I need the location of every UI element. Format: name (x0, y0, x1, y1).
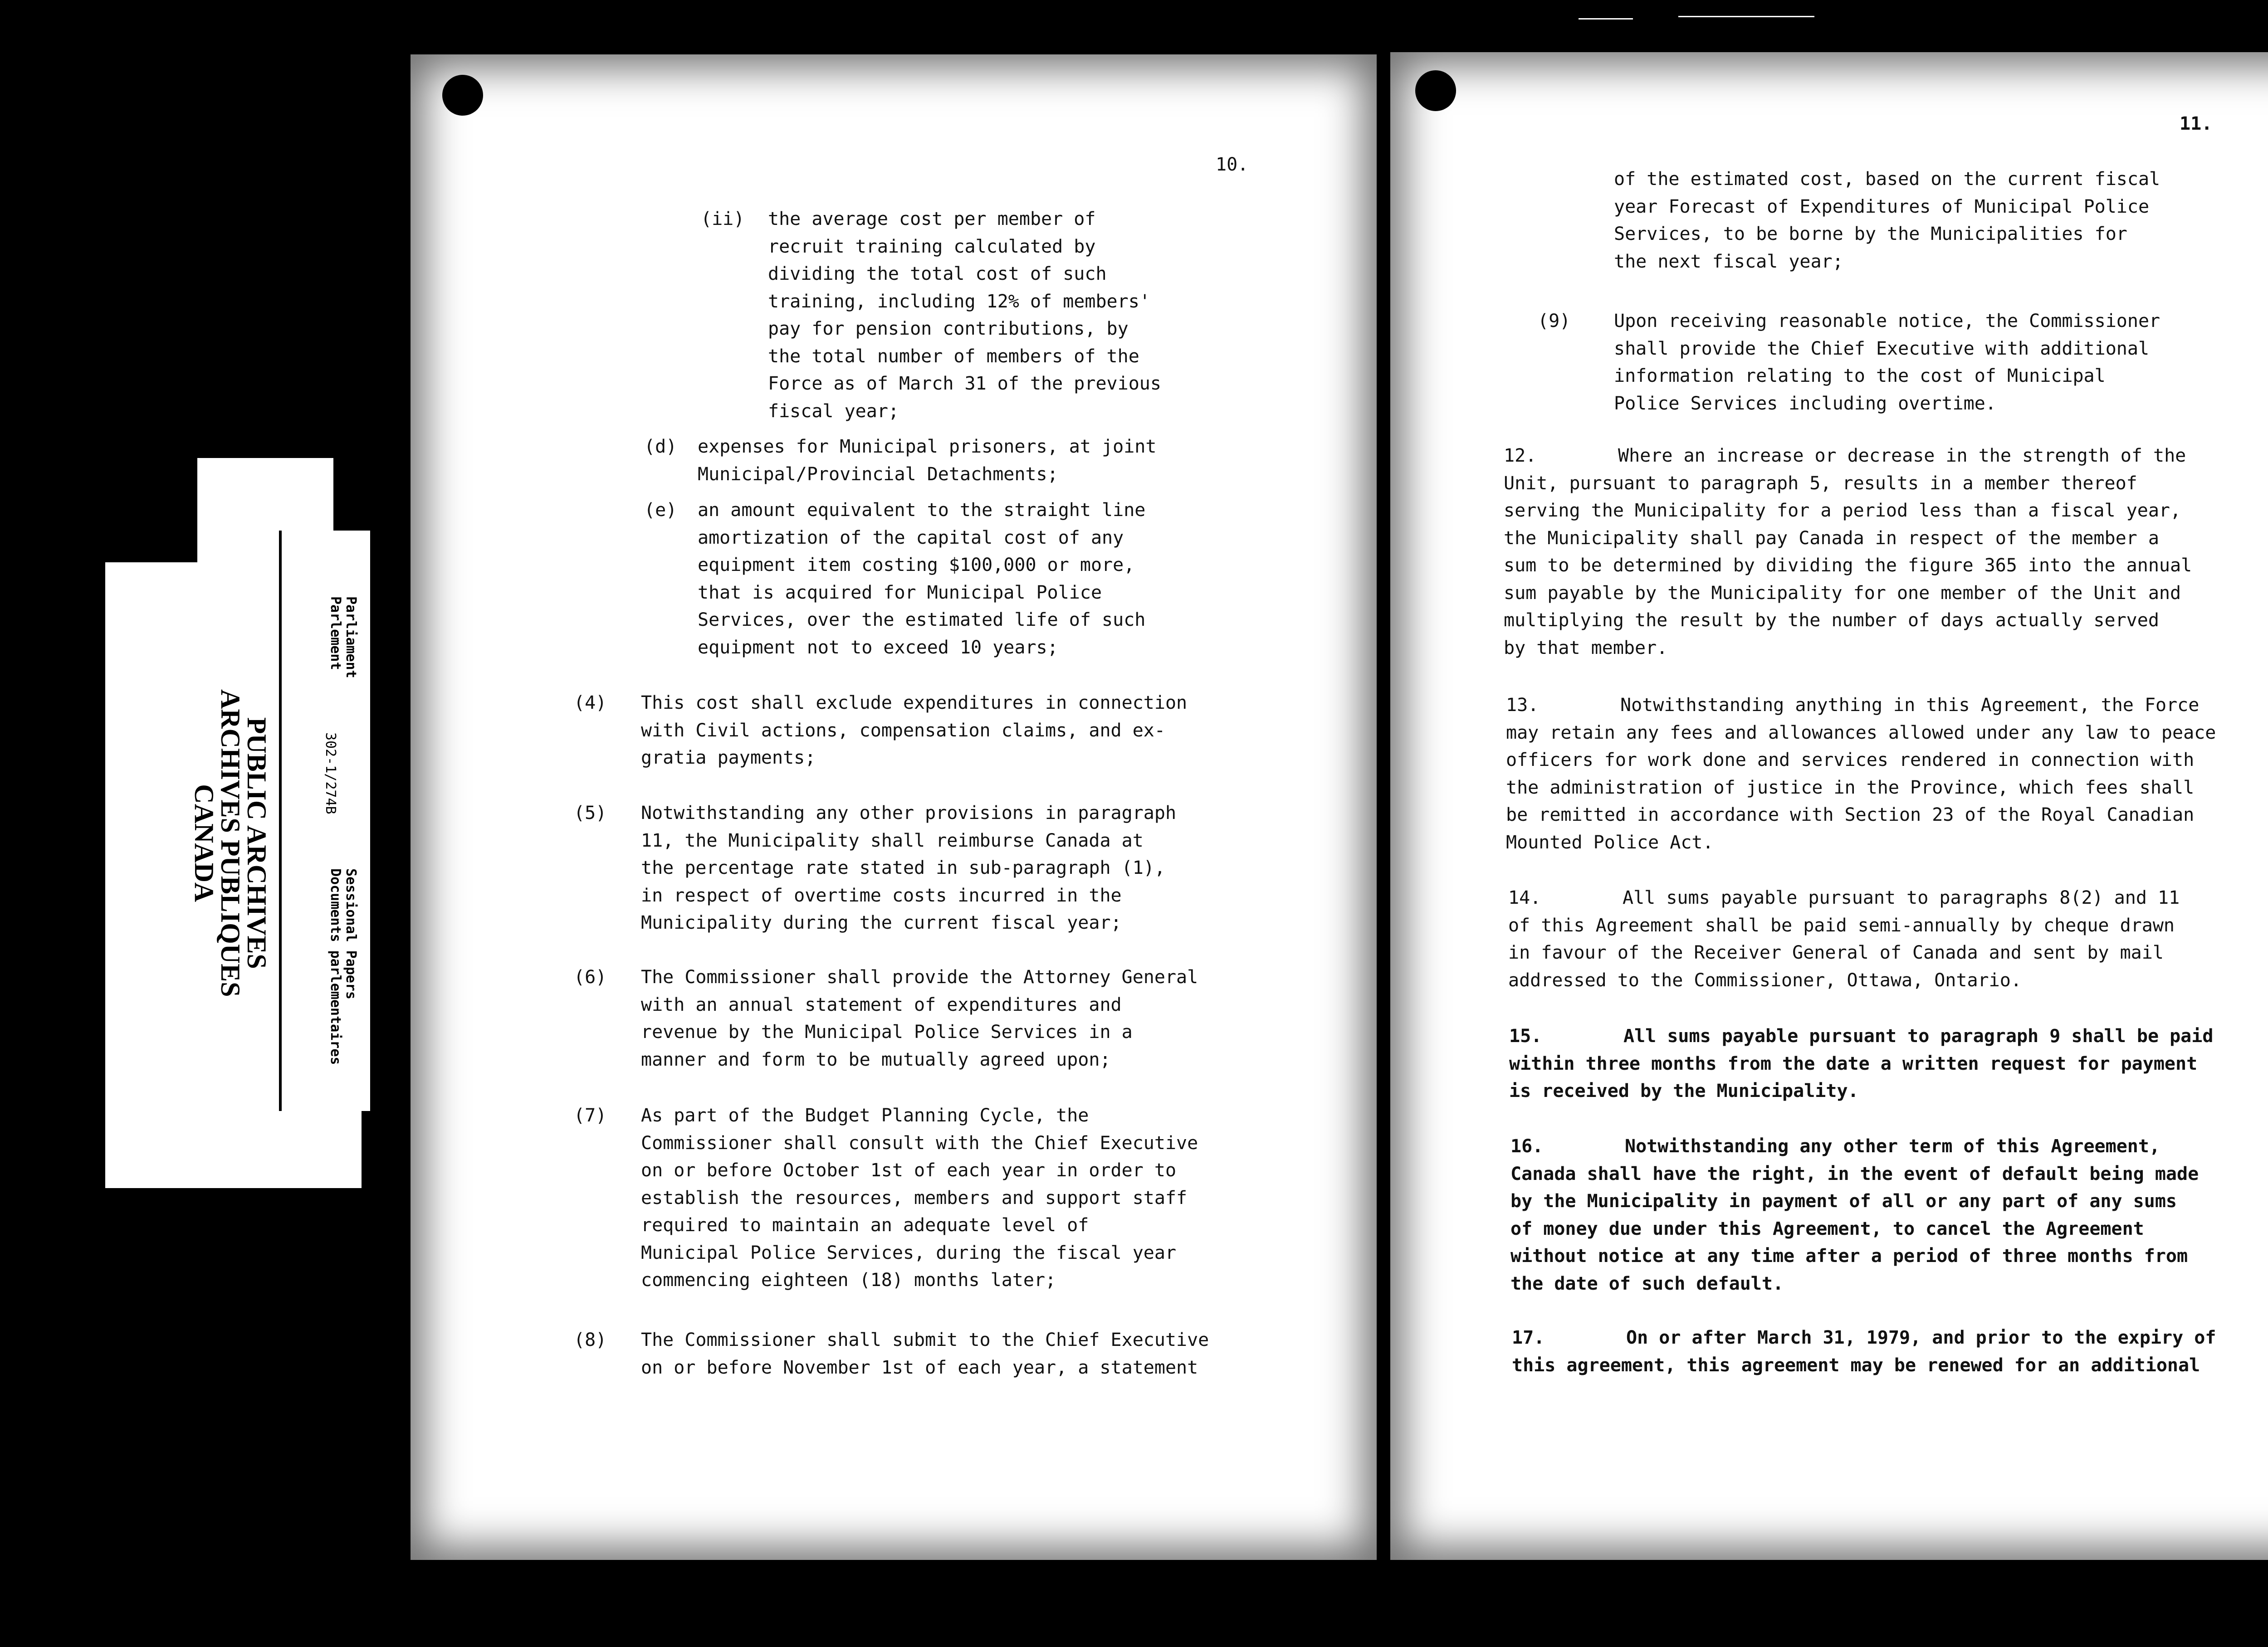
item-text: As part of the Budget Planning Cycle, the Commissioner shall consult with the Chief Executive on or before October 1st of each year in order to establish the resources, members and support staff required to maintain an adequate level of Municipal Police Services, during the fiscal year commencing eighteen (18) months later; (641, 1105, 1198, 1291)
item-marker: (8) (574, 1330, 607, 1350)
paragraph-number: 14. (1508, 887, 1541, 908)
item-marker: (ii) (701, 209, 745, 229)
item-text: The Commissioner shall provide the Attorney General with an annual statement of expenditures and revenue by the Municipal Police Services in a manner and form to be mutually agreed upon; (641, 967, 1198, 1070)
item-marker: (4) (574, 692, 607, 713)
archives-line: ARCHIVES PUBLIQUES (215, 689, 245, 997)
right-page (1390, 52, 2268, 1560)
item-marker: (6) (574, 967, 607, 988)
paragraph-number: 17. (1512, 1327, 1545, 1348)
item-marker: (7) (574, 1105, 607, 1126)
item-marker: (5) (574, 803, 607, 824)
archives-stamp (191, 689, 270, 997)
paragraph-number: 15. (1509, 1026, 1542, 1047)
paragraph-text: Notwithstanding anything in this Agreement, the Force may retain any fees and allowances allowed under any law to peace officers for work done and services rendered in connection with the administration of justice in the Province, which fees shall be remitted in accordance with Section 23 of the Royal Canadian Mounted Police Act. (1506, 695, 2216, 853)
paragraph-text: All sums payable pursuant to paragraphs 8(2) and 11 of this Agreement shall be paid semi-annually by cheque drawn in favour of the Receiver General of Canada and sent by mail addressed to the Commissioner, Ottawa, Ontario. (1508, 887, 2180, 991)
item-marker: (e) (644, 500, 677, 521)
left-page (411, 54, 1377, 1560)
item-text: expenses for Municipal prisoners, at joint Municipal/Provincial Detachments; (698, 436, 1157, 485)
item-text: Upon receiving reasonable notice, the Commissioner shall provide the Chief Executive with additional information relating to the cost of Municipal Police Services including overtime. (1614, 311, 2160, 414)
continuation-text: of the estimated cost, based on the current fiscal year Forecast of Expenditures of Municipal Police Services, to be borne by the Municipalities for the next fiscal year; (1614, 169, 2160, 272)
item-text: an amount equivalent to the straight line amortization of the capital cost of any equipment item costing $100,000 or more, that is acquired for Municipal Police Services, over the estimated life of such equipment not to exceed 10 years; (698, 500, 1146, 658)
paragraph-number: 13. (1506, 695, 1539, 716)
page-number: 10. (1216, 154, 1249, 175)
paragraph-text: Where an increase or decrease in the strength of the Unit, pursuant to paragraph 5, results in a member thereof serving the Municipality for a period less than a fiscal year, the Municipality shall pay Canada in respect of the member a sum to be determined by dividing the figure 365 into the annual sum payable by the Municipality for one member of the Unit and multiplying the result by the number of days actually served by that member. (1504, 445, 2192, 658)
paragraph-text: All sums payable pursuant to paragraph 9 shall be paid within three months from the date a written request for payment is received by the Municipality. (1509, 1026, 2214, 1101)
parliament-line: Parlement (327, 596, 343, 670)
parliament-line: Parliament (343, 596, 359, 678)
paragraph-number: 12. (1504, 445, 1537, 466)
page-number: 11. (2180, 113, 2213, 134)
item-text: Notwithstanding any other provisions in paragraph 11, the Municipality shall reimburse Canada at the percentage rate stated in sub-paragraph (1), in respect of overtime costs incurred in the Municipality during the current fiscal year; (641, 803, 1177, 933)
sessional-papers-label (327, 868, 358, 1065)
punch-hole (1415, 70, 1456, 111)
sessional-line: Sessional Papers (343, 868, 359, 999)
archive-code: 302-1/274B (323, 732, 338, 814)
item-text: the average cost per member of recruit training calculated by dividing the total cost of such training, including 12% of members' pay for pension contributions, by the total number of members of the Force as of March 31 of the previous fiscal year; (768, 209, 1161, 422)
item-marker: (9) (1538, 311, 1571, 331)
item-text: This cost shall exclude expenditures in connection with Civil actions, compensation claims, and ex- gratia payments; (641, 692, 1188, 768)
paragraph-text: Notwithstanding any other term of this Agreement, Canada shall have the right, in the event of default being made by the Municipality in payment of all or any part of any sums of money due under this Agreement, to cancel the Agreement without notice at any time after a period of three months from the date of such default. (1510, 1136, 2199, 1294)
archives-line: CANADA (189, 784, 219, 902)
item-marker: (d) (644, 436, 677, 457)
item-text: The Commissioner shall submit to the Chief Executive on or before November 1st of each year, a statement (641, 1330, 1209, 1378)
parliament-label (327, 596, 358, 678)
scan-speck (1678, 16, 1814, 17)
paragraph-text: On or after March 31, 1979, and prior to the expiry of this agreement, this agreement may be renewed for an additional (1512, 1327, 2216, 1376)
punch-hole (442, 75, 483, 116)
sessional-line: Documents parlementaires (327, 868, 343, 1065)
paragraph-number: 16. (1510, 1136, 1544, 1157)
archives-line: PUBLIC ARCHIVES (242, 717, 272, 969)
scan-speck (1579, 18, 1633, 19)
